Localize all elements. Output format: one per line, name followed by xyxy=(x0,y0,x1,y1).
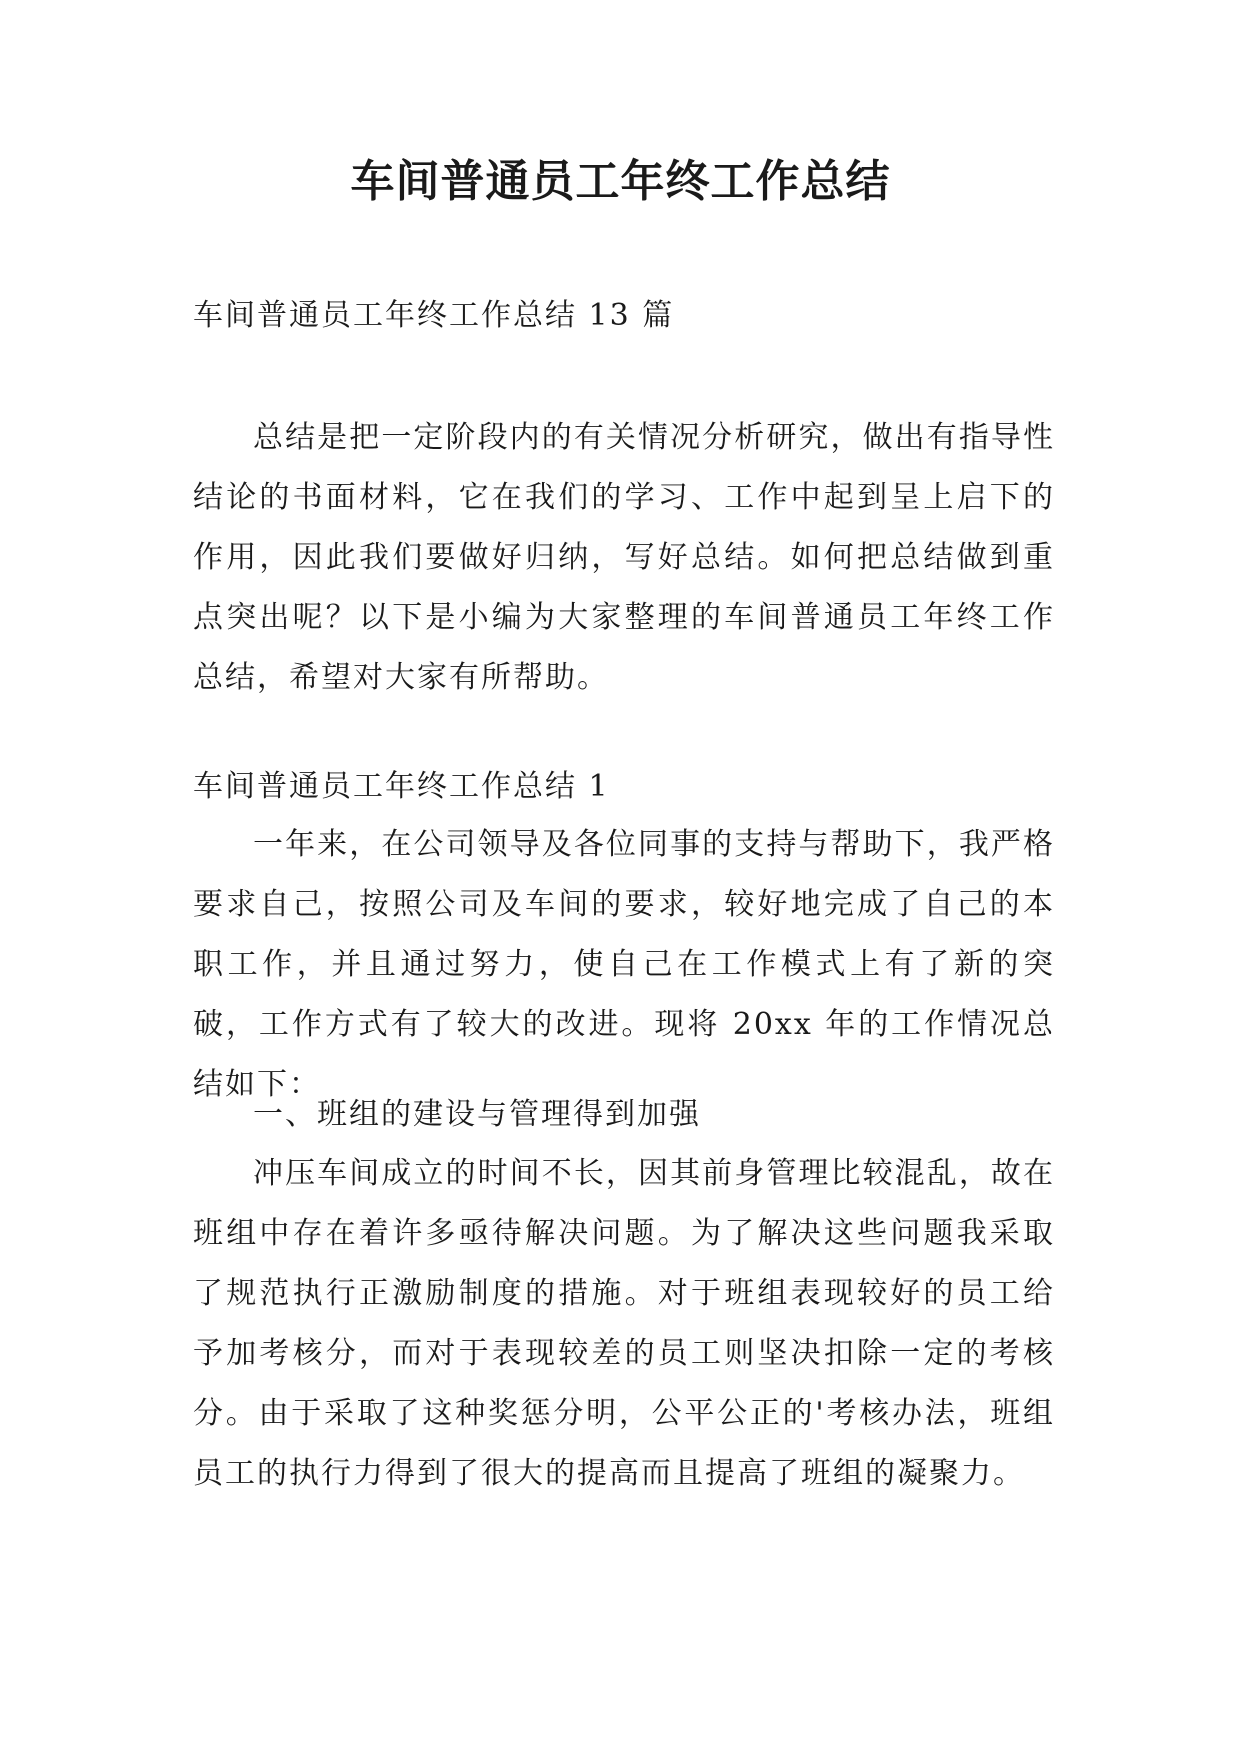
section-paragraph: 一年来，在公司领导及各位同事的支持与帮助下，我严格要求自己，按照公司及车间的要求，较好地完成了自己的本职工作，并且通过努力，使自己在工作模式上有了新的突破，工作方式有了较大的改进。现将 20xx 年的工作情况总结如下： xyxy=(193,827,1055,1102)
intro-paragraph: 总结是把一定阶段内的有关情况分析研究，做出有指导性结论的书面材料，它在我们的学习、工作中起到呈上启下的作用，因此我们要做好归纳，写好总结。如何把总结做到重点突出呢？以下是小编为大家整理的车间普通员工年终工作总结，希望对大家有所帮助。 xyxy=(193,420,1055,695)
part-paragraph: 冲压车间成立的时间不长，因其前身管理比较混乱，故在班组中存在着许多亟待解决问题。为了解决这些问题我采取了规范执行正激励制度的措施。对于班组表现较好的员工给予加考核分，而对于表现较差的员工则坚决扣除一定的考核分。由于采取了这种奖惩分明，公平公正的'考核办法，班组员工的执行力得到了很大的提高而且提高了班组的凝聚力。 xyxy=(193,1156,1055,1491)
document-title: 车间普通员工年终工作总结 xyxy=(350,156,891,207)
part-heading: 一、班组的建设与管理得到加强 xyxy=(253,1097,701,1132)
section-heading: 车间普通员工年终工作总结 1 xyxy=(193,769,610,804)
document-subtitle: 车间普通员工年终工作总结 13 篇 xyxy=(193,298,675,333)
